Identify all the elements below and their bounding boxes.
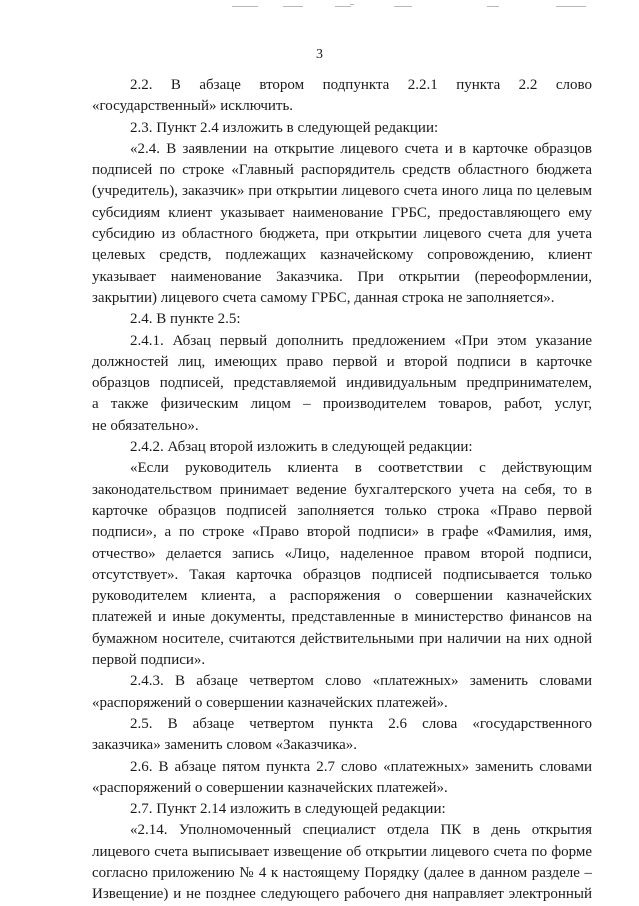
document-body	[92, 75, 592, 906]
text-line: «государственный» исключить.	[92, 98, 294, 115]
text-line: платежей и иные документы, представленные в министерство финансов на	[92, 609, 592, 626]
text-line: указывает наименование Заказчика. При открытии (переоформлении,	[92, 268, 592, 285]
text-line: не обязательно».	[92, 417, 199, 434]
text-line: 2.4.2. Абзац второй изложить в следующей редакции:	[130, 439, 473, 456]
text-line: бумажном носителе, считаются действительными при наличии на них одной	[92, 630, 592, 647]
text-line: руководителем клиента, а распоряжения о совершении казначейских	[92, 588, 592, 605]
page-number: 3	[316, 47, 323, 62]
text-line: «распоряжений о совершении казначейских платежей».	[92, 779, 448, 796]
scan-artifacts	[0, 6, 639, 12]
text-line: 2.3. Пункт 2.4 изложить в следующей редакции:	[130, 119, 439, 136]
text-line: отчество» делается запись «Лицо, наделенное правом второй подписи,	[92, 545, 592, 562]
text-line: согласно приложению № 4 к настоящему Порядку (далее в данном разделе –	[92, 864, 592, 881]
text-line: 2.4.1. Абзац первый дополнить предложением «При этом указание	[130, 332, 592, 349]
text-line: «2.4. В заявлении на открытие лицевого счета и в карточке образцов	[130, 140, 592, 157]
text-line: первой подписи».	[92, 652, 206, 669]
text-line: закрытии) лицевого счета самому ГРБС, данная строка не заполняется».	[92, 289, 555, 306]
text-line: образцов подписей, представляемой индивидуальным предпринимателем,	[92, 375, 592, 392]
text-line: а также физическим лицом – производителем товаров, работ, услуг,	[92, 396, 592, 413]
text-line: «распоряжений о совершении казначейских платежей».	[92, 694, 448, 711]
text-line: 2.2. В абзаце втором подпункта 2.2.1 пункта 2.2 слово	[130, 77, 592, 93]
text-line: карточке образцов подписей заполняется только строка «Право первой	[92, 502, 592, 519]
text-line: 2.7. Пункт 2.14 изложить в следующей редакции:	[130, 801, 446, 818]
text-line: 2.4. В пункте 2.5:	[130, 311, 241, 328]
text-line: лицевого счета выписывает извещение об открытии лицевого счета по форме	[92, 843, 592, 860]
text-line: должностей лиц, имеющих право первой и второй подписи в карточке	[92, 353, 592, 370]
text-line: 2.6. В абзаце пятом пункта 2.7 слово «платежных» заменить словами	[130, 758, 592, 775]
text-line: 2.4.3. В абзаце четвертом слово «платежных» заменить словами	[130, 673, 592, 690]
text-line: законодательством принимает ведение бухгалтерского учета на себя, то в	[92, 481, 592, 498]
text-line: 2.5. В абзаце четвертом пункта 2.6 слова «государственного	[130, 715, 592, 732]
text-line: заказчика» заменить словом «Заказчика».	[92, 737, 358, 754]
text-line: субсидиям клиент указывает наименование ГРБС, предоставляющего ему	[92, 204, 592, 221]
text-line: подписей по строке «Главный распорядитель средств областного бюджета	[92, 162, 592, 179]
text-line: Извещение) и не позднее следующего рабочего дня направляет электронный	[92, 886, 592, 903]
text-line: целевых средств, подлежащих казначейскому сопровождению, клиент	[92, 247, 592, 264]
text-line: субсидию из областного бюджета, при открытии лицевого счета для учета	[92, 226, 592, 243]
text-line: (учредитель), заказчик» при открытии лицевого счета иного лица по целевым	[92, 183, 592, 200]
text-line: подписи», а по строке «Право второй подписи» в графе «Фамилия, имя,	[92, 524, 592, 541]
text-line: «Если руководитель клиента в соответствии с действующим	[130, 460, 592, 477]
text-line: «2.14. Уполномоченный специалист отдела ПК в день открытия	[130, 822, 592, 839]
text-line: отсутствует». Такая карточка образцов подписей подписывается только	[92, 566, 592, 583]
